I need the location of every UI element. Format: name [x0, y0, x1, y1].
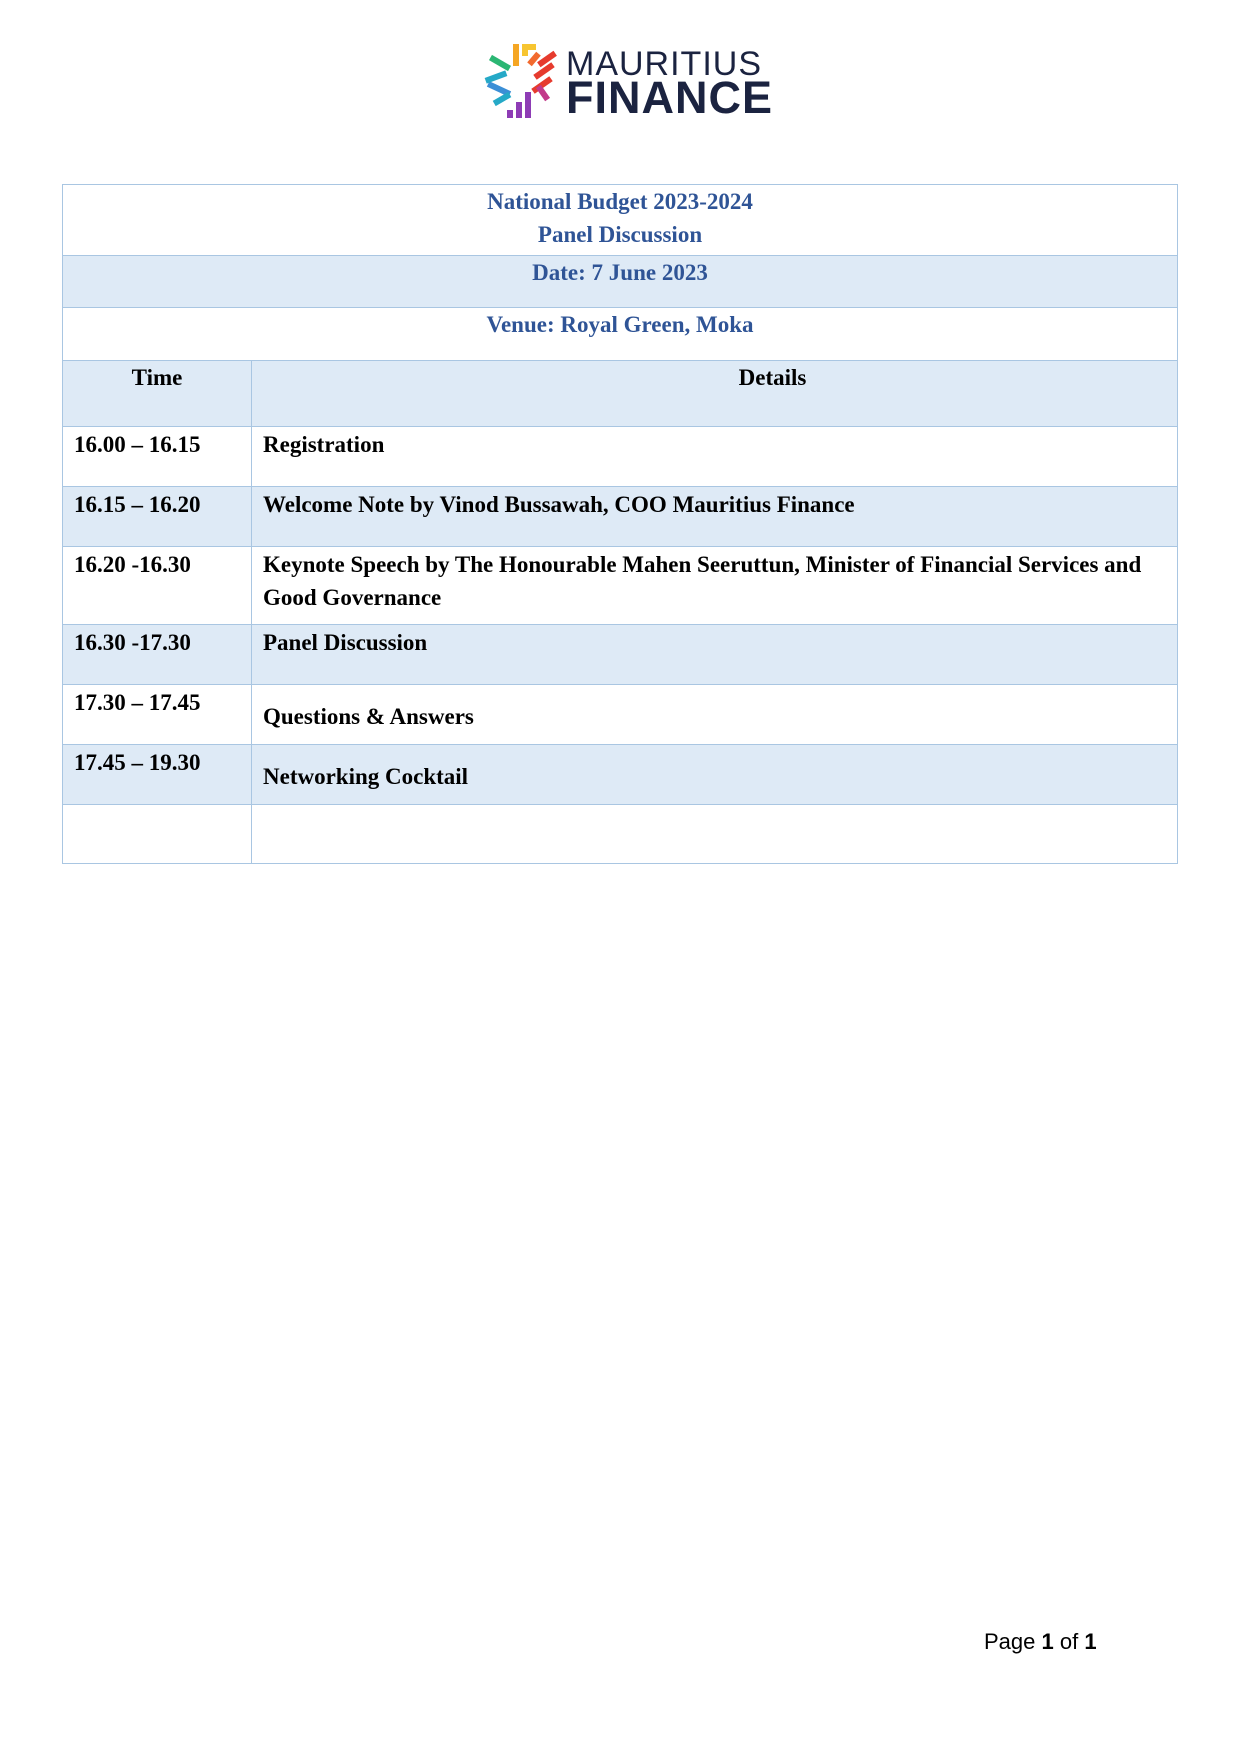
row-time: 16.20 -16.30	[63, 547, 252, 625]
table-row	[63, 487, 1178, 547]
agenda-title-cell	[63, 185, 1178, 256]
row-details: Networking Cocktail	[252, 745, 1178, 805]
event-subtitle: Panel Discussion	[537, 222, 703, 247]
empty-time-cell	[63, 805, 252, 864]
agenda-table	[62, 184, 1178, 864]
mauritius-finance-logo-icon	[483, 42, 561, 120]
row-time: 16.30 -17.30	[63, 625, 252, 685]
empty-table-row	[63, 805, 1178, 864]
row-time: 17.45 – 19.30	[63, 745, 252, 805]
agenda-date-row	[63, 256, 1178, 308]
agenda-title-row	[63, 185, 1178, 256]
table-row	[63, 745, 1178, 805]
agenda-header-row	[63, 361, 1178, 427]
event-date: Date: 7 June 2023	[63, 256, 1178, 308]
empty-details-cell	[252, 805, 1178, 864]
page-number-footer	[984, 1629, 1097, 1655]
event-title: National Budget 2023-2024	[487, 189, 753, 214]
total-page-number: 1	[1084, 1629, 1097, 1654]
row-time: 16.00 – 16.15	[63, 427, 252, 487]
mauritius-finance-logo	[483, 42, 773, 123]
page-label: Page	[984, 1629, 1042, 1654]
page-of-label: of	[1053, 1629, 1085, 1654]
row-time: 17.30 – 17.45	[63, 685, 252, 745]
column-header-time: Time	[63, 361, 252, 427]
table-row	[63, 427, 1178, 487]
logo-wordmark-line1: MAURITIUS	[566, 45, 762, 83]
row-details: Registration	[252, 427, 1178, 487]
agenda-venue-row	[63, 308, 1178, 361]
logo-wordmark-line2: FINANCE	[566, 72, 773, 123]
column-header-details: Details	[252, 361, 1178, 427]
table-row	[63, 685, 1178, 745]
row-details: Questions & Answers	[252, 685, 1178, 745]
table-row	[63, 547, 1178, 625]
row-details: Panel Discussion	[252, 625, 1178, 685]
row-details: Keynote Speech by The Honourable Mahen Seeruttun, Minister of Financial Services and Good Governance	[252, 547, 1178, 625]
current-page-number: 1	[1041, 1629, 1054, 1654]
row-details: Welcome Note by Vinod Bussawah, COO Mauritius Finance	[252, 487, 1178, 547]
event-venue: Venue: Royal Green, Moka	[63, 308, 1178, 361]
row-time: 16.15 – 16.20	[63, 487, 252, 547]
table-row	[63, 625, 1178, 685]
